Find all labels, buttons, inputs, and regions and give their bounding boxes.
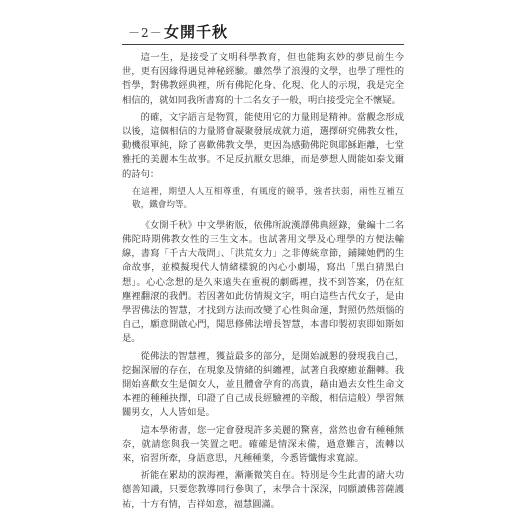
paragraph: 這本學術書，您一定會發現許多美麗的驚喜，當然也會有種種無奈，就請您與我一笑置之吧。確確是情深未備，過意難言，流轉以來，宿習所牽，身語意思，凡種種業，今悉皆懺悔求寬諒。 — [122, 424, 404, 465]
quoted-poem: 在這裡，期望人人互相尊重，有風度的競爭，強者扶弱，兩性互補互敬，鐵會均等。 — [132, 186, 404, 211]
page-number: －2－ — [128, 26, 163, 40]
book-title: 女開千秋 — [164, 23, 229, 41]
paragraph: 這一生，是接受了文明科學教育，但也能夠玄妙的夢見前生今世，更有因緣得遇見神秘經驗。雖然學了浪漫的文學，也學了理性的哲學，對佛教經典裡，所有佛陀化身、化現、化人的示現，我是完全相信的，就如同我所書寫的十二名女子一般，明白接受完全不懷疑。 — [122, 52, 404, 106]
body-text — [122, 51, 404, 515]
paragraph: 祈能在累劫的淚海裡，漸漸微笑自在。特別是今生此書的諸大功德善知識，只要您教導同行參與了，末學合十深深，同願讀佛菩薩護祐，十方有情，吉祥如意，福慧圓滿。 — [122, 470, 404, 510]
paragraph: 《女開千秋》中文學術版，依佛所說漢譯佛典經錄，彙編十二名佛陀時期佛教女性的三生文本。也試著用文學及心理學的方便法輸線，書寫「千古大哉問」、「洪荒女力」之非傳統章節，鋪陳她們的生命故事，並模擬現代人情緒樣貌的內心小劇場，寫出「黑白猜黑白想」。心心念想的是久來遠失在重視的劇碼裡，找不到答案，仍在紅塵裡翻滾的我們。若因著如此仿情規文字，明白這些古代女子，是由學習佛法的智慧，才找到方法而改變了心性與命運，對照仍然煩惱的自己，願意開啟心門，聞思修佛法增長智慧，本書印製初衷即如斯如是。 — [122, 219, 404, 345]
paragraph: 從佛法的智慧裡，獲益最多的部分，是開始誠懇的發現我自己，挖掘深層的存在，在現象及情緒的糾纏裡，試著自我療癒並翻轉。我開始喜歡女生是個女人，並且體會孕育的高貴，藉由過去女性生命文本裡的種種抉擇，印證了自己成長經驗裡的辛酸，相信這般）學習無關男女，人人皆如是。 — [122, 350, 404, 419]
page-header — [122, 20, 402, 44]
paragraph: 的確，文字語言是物質，能使用它的力量則是精神。當觀念形成以後，這個相信的力量將會凝聚發展成就力道，選擇研究佛教女性，動機很單純，除了喜歡佛教文學，更因為感動佛陀與耶穌距離，七堂雅托的美麗本生故事。不足反抗厭女思維，而是夢想人間能如泰戈爾的詩句： — [122, 111, 404, 180]
header-divider — [122, 44, 404, 45]
